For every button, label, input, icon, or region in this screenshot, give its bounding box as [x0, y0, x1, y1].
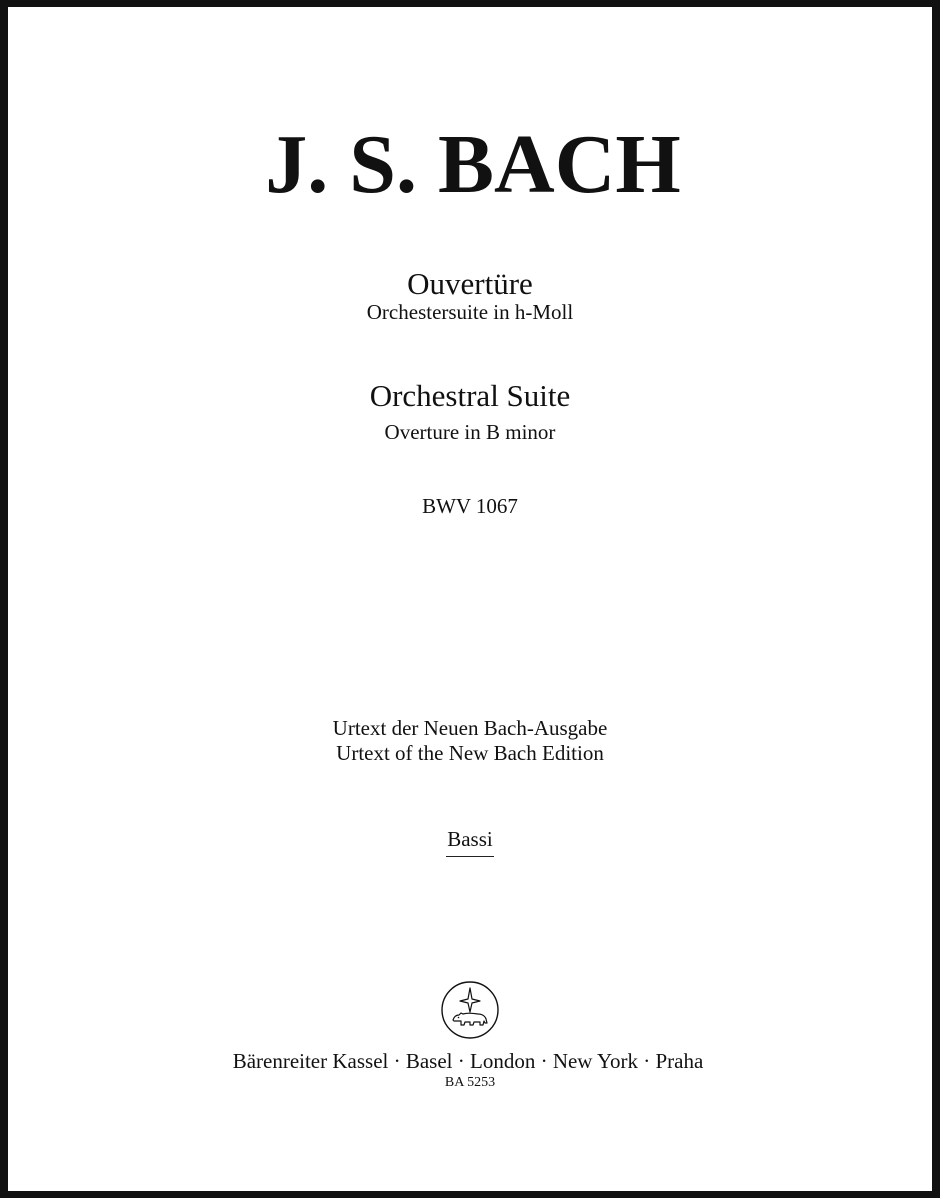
publisher-logo-icon [440, 980, 500, 1040]
edition-number: BA 5253 [444, 1075, 496, 1090]
urtext-note-german: Urtext der Neuen Bach-Ausgabe [332, 716, 608, 740]
subtitle-english: Overture in B minor [384, 420, 556, 444]
urtext-note-english: Urtext of the New Bach Edition [336, 741, 604, 765]
part-name: Bassi [446, 829, 494, 857]
publisher-line: Bärenreiter Kassel · Basel · London · New York · Praha [232, 1049, 704, 1073]
part-label [8, 829, 932, 857]
title-english: Orchestral Suite [369, 378, 571, 413]
title-german: Ouvertüre [407, 266, 533, 301]
subtitle-german: Orchestersuite in h-Moll [366, 300, 574, 324]
composer-name: J. S. BACH [265, 118, 681, 211]
title-page [8, 7, 932, 1191]
catalog-number: BWV 1067 [422, 494, 518, 518]
